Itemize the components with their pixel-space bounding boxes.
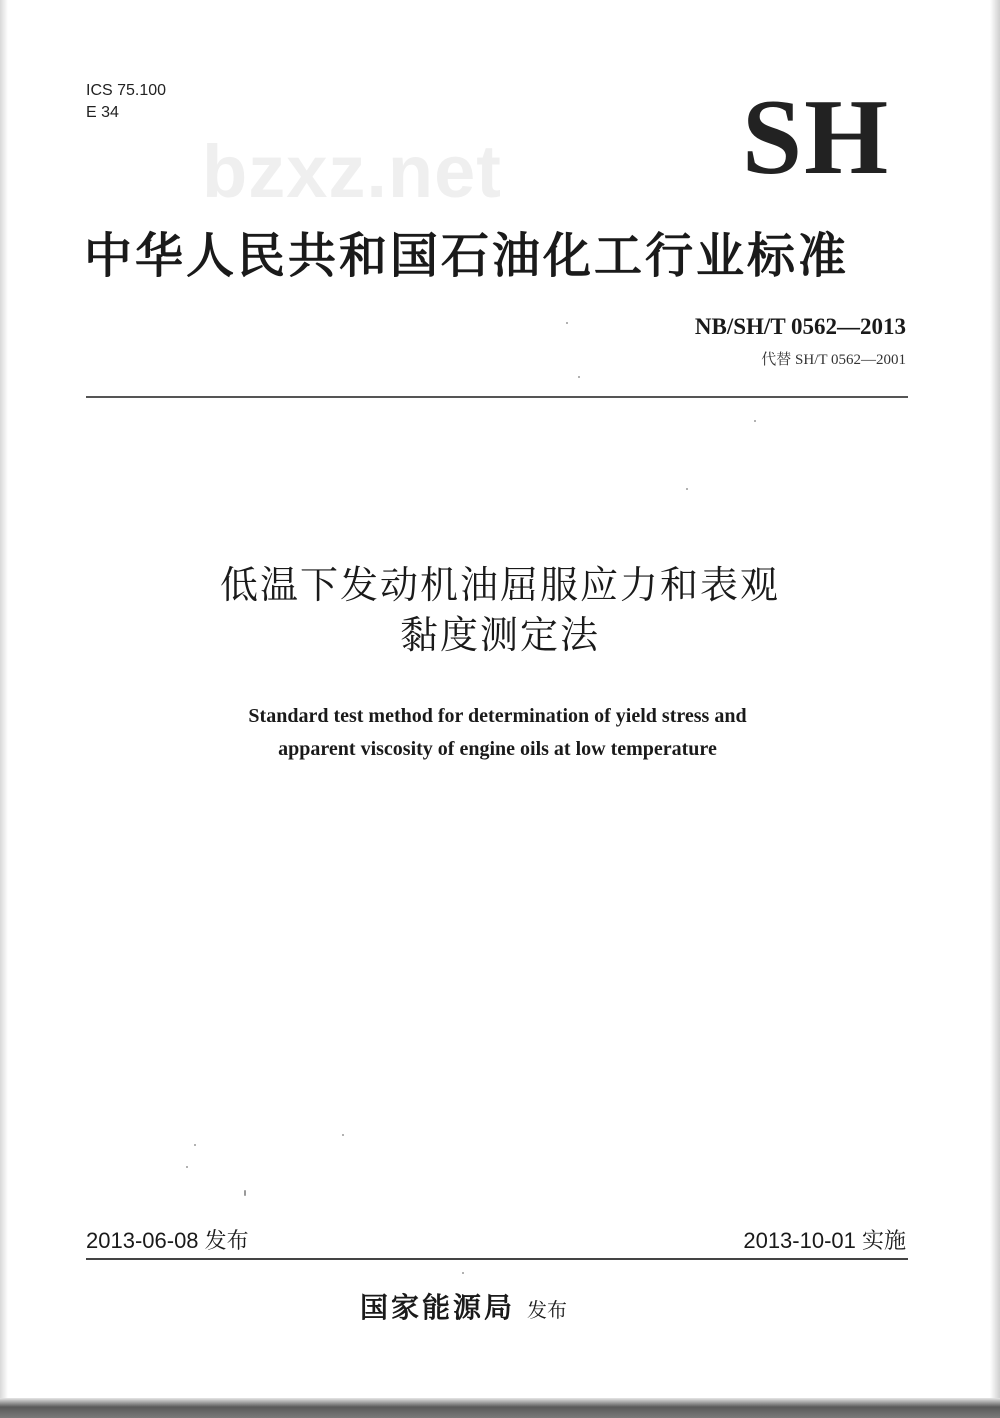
scan-speck — [686, 488, 688, 490]
footer-divider — [86, 1258, 908, 1260]
category-code: E 34 — [86, 104, 119, 121]
issue-date: 2013-06-08 发布 — [86, 1228, 249, 1253]
scan-speck — [194, 1144, 196, 1146]
scan-speck — [566, 322, 568, 324]
scan-speck — [754, 420, 756, 422]
english-title-line-2: apparent viscosity of engine oils at low temperature — [278, 738, 717, 760]
standard-number: NB/SH/T 0562—2013 — [694, 314, 906, 339]
sh-logo: SH — [742, 78, 891, 197]
publisher-organization: 国家能源局 — [360, 1291, 516, 1324]
english-title — [100, 700, 895, 766]
publisher — [360, 1288, 567, 1332]
chinese-title-line-1: 低温下发动机油屈服应力和表观 — [219, 563, 780, 607]
classification-codes — [86, 80, 166, 124]
header-divider — [86, 396, 908, 398]
chinese-title — [100, 560, 900, 660]
scan-speck — [342, 1134, 344, 1136]
page-left-edge — [0, 0, 8, 1418]
scan-speck — [186, 1166, 188, 1168]
standard-category-title: 中华人民共和国石油化工行业标准 — [84, 228, 850, 284]
watermark: bzxz.net — [202, 130, 502, 213]
scan-bottom-edge — [0, 1398, 1000, 1418]
scan-speck — [244, 1190, 246, 1196]
page-right-edge — [990, 0, 1000, 1418]
chinese-title-line-2: 黏度测定法 — [399, 613, 600, 657]
english-title-line-1: Standard test method for determination of yield stress and — [248, 705, 747, 727]
ics-code: ICS 75.100 — [86, 82, 167, 99]
effective-date: 2013-10-01 实施 — [743, 1228, 906, 1253]
scan-speck — [578, 376, 580, 378]
scan-speck — [462, 1272, 464, 1274]
replaces-standard: 代替 SH/T 0562—2001 — [761, 352, 906, 368]
publisher-action: 发布 — [527, 1298, 568, 1322]
